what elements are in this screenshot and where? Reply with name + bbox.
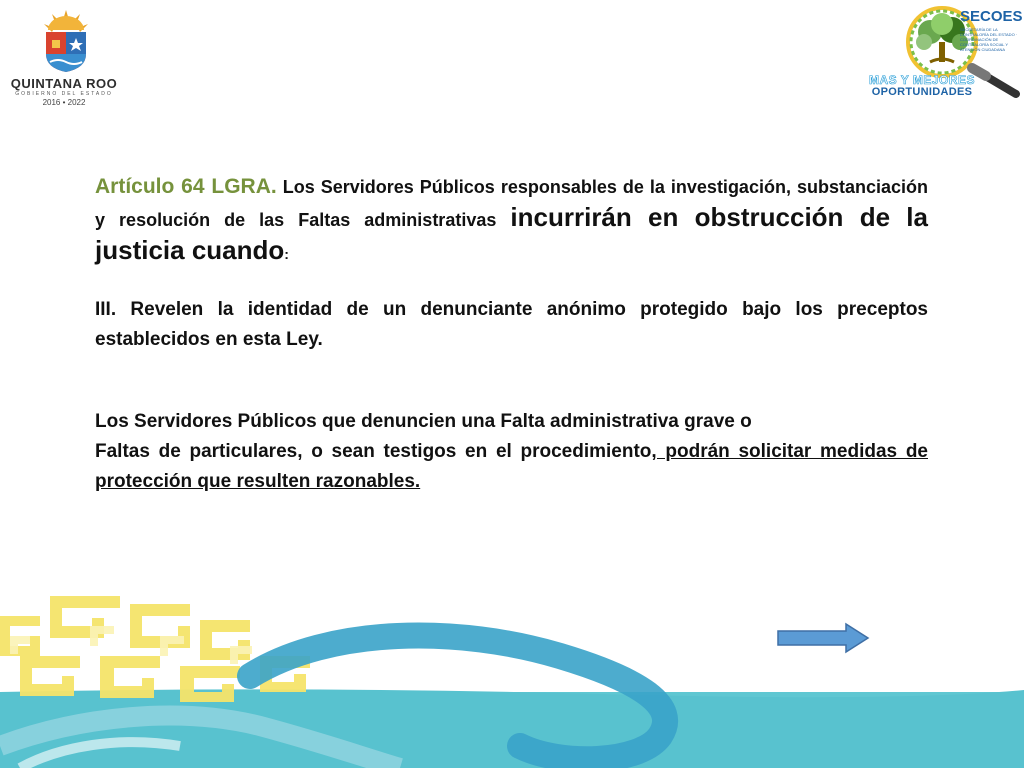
article-emphasis: incurrirán en obstrucción de la justicia cuando bbox=[95, 202, 928, 265]
bottom-decoration bbox=[0, 596, 1024, 768]
secoes-logo bbox=[858, 2, 1024, 102]
slide-body bbox=[95, 172, 928, 497]
secoes-tagline-1: MAS Y MEJORES bbox=[868, 73, 976, 87]
article-reference: Artículo 64 LGRA. bbox=[95, 175, 277, 198]
article-paragraph bbox=[95, 172, 928, 269]
quintana-roo-shield-icon bbox=[38, 8, 94, 74]
quintana-roo-name: QUINTANA ROO bbox=[10, 76, 118, 91]
quintana-roo-years: 2016 • 2022 bbox=[42, 98, 86, 107]
secoes-small-text: SECRETARÍA DE LA CONTRALORÍA DEL ESTADO · COORDINACIÓN DE CONTRALORÍA SOCIAL Y ATENCIÓN CIUDADANA bbox=[960, 27, 1018, 52]
article-text: Los Servidores Públicos responsables de la investigación, substanciación y resolución de las Faltas administrativas bbox=[95, 177, 928, 230]
protection-text: Faltas de particulares, o sean testigos en el procedimiento bbox=[95, 441, 652, 462]
secoes-name: SECOES bbox=[960, 8, 1023, 25]
protection-intro-line: Los Servidores Públicos que denuncien una Falta administrativa grave o bbox=[95, 411, 752, 432]
protection-underlined-text: , podrán solicitar medidas de protección que resulten razonables. bbox=[95, 441, 928, 492]
fraction-iii-paragraph: III. Revelen la identidad de un denunciante anónimo protegido bajo los preceptos establecidos en esta Ley. bbox=[95, 299, 928, 350]
protection-paragraph bbox=[95, 437, 928, 497]
quintana-roo-logo bbox=[8, 6, 120, 106]
secoes-tagline-2: OPORTUNIDADES bbox=[871, 86, 973, 98]
article-colon: : bbox=[284, 246, 289, 262]
quintana-roo-subtitle: GOBIERNO DEL ESTADO bbox=[15, 91, 113, 97]
